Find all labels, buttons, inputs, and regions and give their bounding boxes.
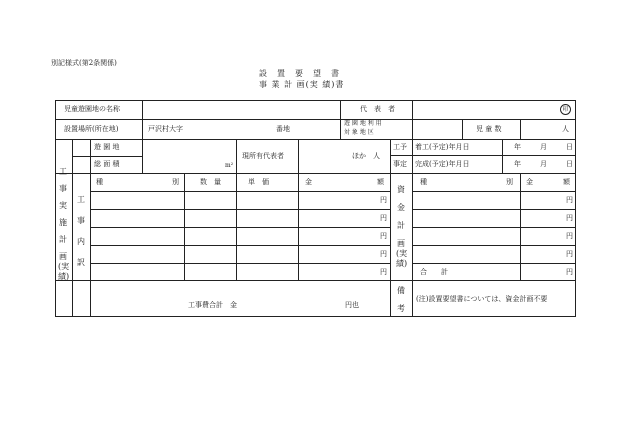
col-amount-1: 金	[305, 178, 312, 186]
funding-col-amount-2: 額	[563, 178, 570, 186]
row-divider	[55, 119, 576, 120]
funding-vertical-label: 資 金 計 画 (実 績)	[396, 185, 408, 268]
funding-yen: 円	[566, 268, 573, 276]
children-label: 児 童 数	[476, 125, 502, 133]
seal-mark: 印	[560, 104, 571, 115]
start-day: 日	[566, 143, 573, 151]
row-divider	[55, 139, 576, 140]
children-unit: 人	[562, 125, 569, 133]
start-month: 月	[540, 143, 547, 151]
funding-col-kind-1: 種	[420, 178, 427, 186]
row-divider	[390, 155, 576, 156]
owner-label: 現所有代表者	[242, 152, 284, 160]
end-day: 日	[566, 160, 573, 168]
start-year: 年	[514, 143, 521, 151]
yen-unit: 円	[380, 250, 387, 258]
end-month: 月	[540, 160, 547, 168]
funding-yen: 円	[566, 196, 573, 204]
schedule-label-1: 工予	[393, 143, 407, 151]
schedule-label-2: 事定	[393, 160, 407, 168]
funding-yen: 円	[566, 214, 573, 222]
location-value: 戸沢村大字	[148, 125, 183, 133]
works-plan-vertical-label: 工 事 実 施 計 画 (実 績)	[58, 167, 70, 281]
document-subtitle: 事 業 計 画(実 績)書	[259, 80, 345, 89]
works-detail-vertical-label: 工 事 内 訳	[77, 195, 85, 267]
remarks-note: (注)設置要望書については、資金計画不要	[416, 295, 548, 303]
location-label: 設置場所(所在地)	[64, 125, 119, 133]
yen-unit: 円	[380, 214, 387, 222]
playground-name-label: 児童遊園地の名称	[64, 105, 120, 113]
others-label: ほか 人	[352, 152, 380, 160]
target-area-label-2: 対 象 地 区	[344, 129, 374, 136]
area-label: 総 面 積	[94, 160, 120, 168]
end-date-label: 完成(予定)年月日	[415, 160, 470, 168]
row-divider	[55, 280, 390, 281]
funding-sum-label: 合 計	[420, 268, 448, 276]
funding-col-kind-2: 別	[506, 178, 513, 186]
end-year: 年	[514, 160, 521, 168]
remarks-vertical-label: 備 考	[397, 286, 405, 313]
col-amount-2: 額	[377, 178, 384, 186]
col-quantity: 数 量	[200, 178, 221, 186]
form-label: 別記様式(第2条関係)	[51, 59, 117, 67]
target-area-label-1: 遊 園 地 利 用	[344, 120, 382, 127]
funding-yen: 円	[566, 250, 573, 258]
total-unit: 円也	[345, 301, 359, 309]
col-kind-2: 別	[172, 178, 179, 186]
area-unit: m²	[225, 162, 234, 169]
yen-unit: 円	[380, 232, 387, 240]
lot-label: 番地	[276, 125, 290, 133]
yen-unit: 円	[380, 196, 387, 204]
park-label: 遊 園 地	[94, 143, 120, 151]
yen-unit: 円	[380, 268, 387, 276]
col-kind-1: 種	[96, 178, 103, 186]
funding-yen: 円	[566, 232, 573, 240]
row-divider	[55, 173, 576, 174]
start-date-label: 着工(予定)年月日	[415, 143, 470, 151]
funding-col-amount-1: 金	[526, 178, 533, 186]
representative-label: 代 表 者	[360, 105, 395, 113]
row-divider	[390, 280, 576, 281]
document-title: 設 置 要 望 書	[259, 69, 340, 78]
total-label: 工事費合計 金	[188, 301, 237, 309]
col-unit-price: 単 価	[248, 178, 269, 186]
